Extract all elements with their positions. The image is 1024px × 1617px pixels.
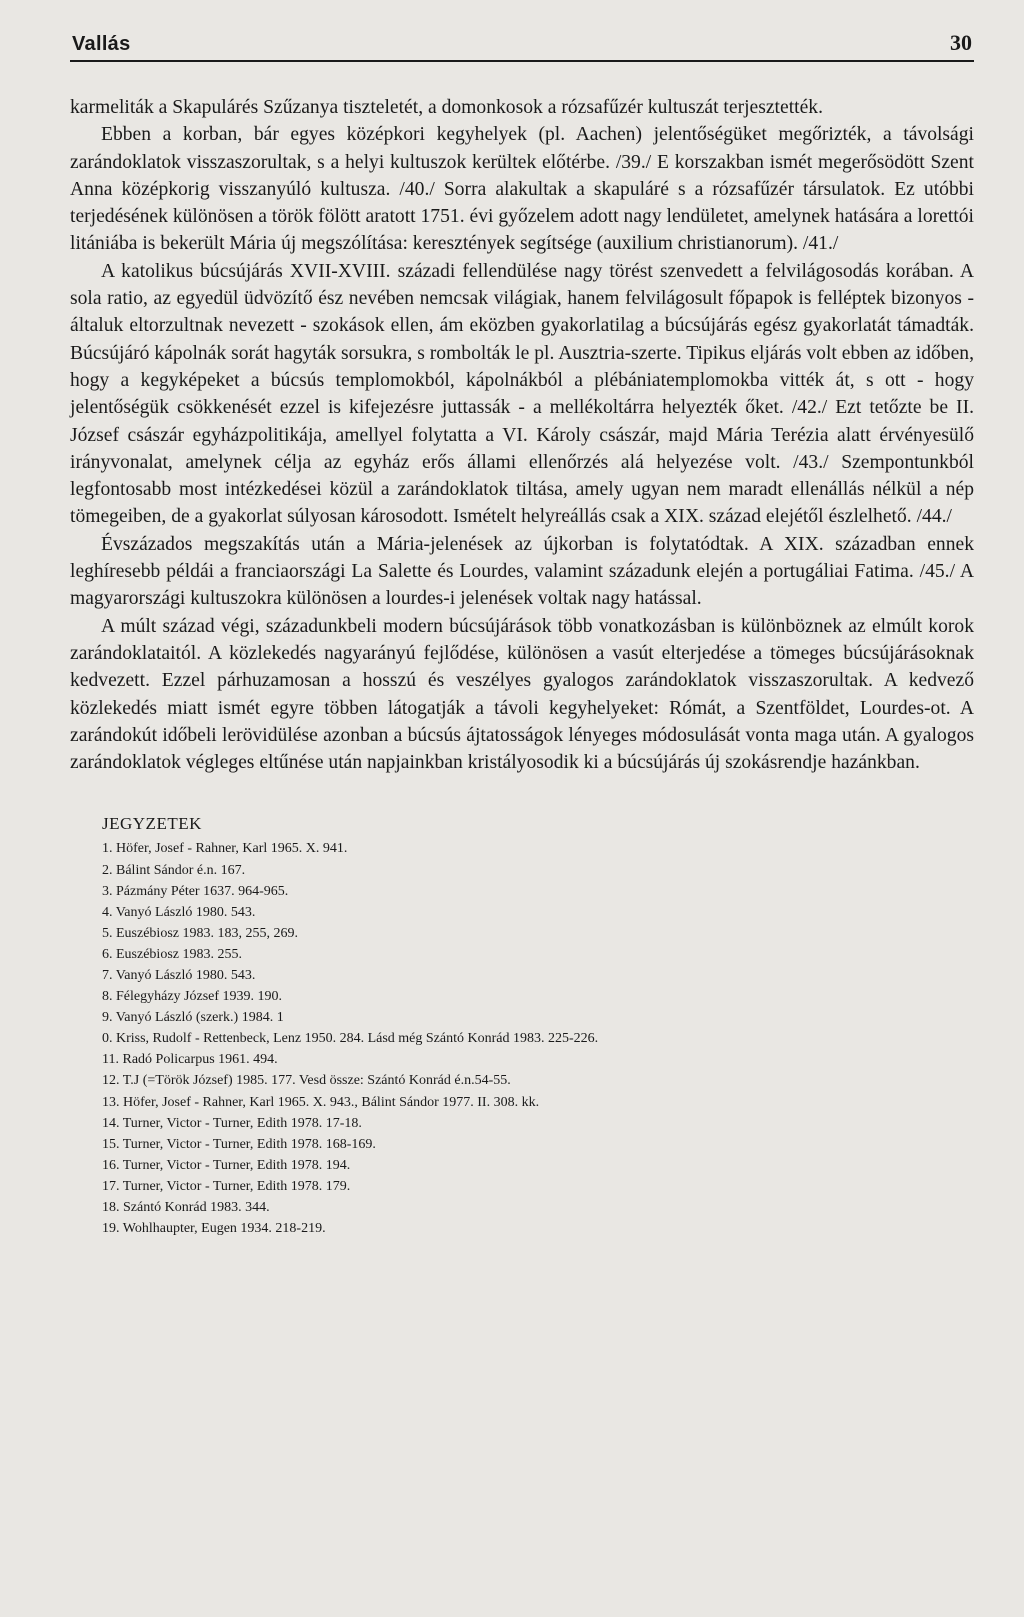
notes-title: JEGYZETEK	[102, 814, 202, 834]
note-item: 19. Wohlhaupter, Eugen 1934. 218-219.	[102, 1221, 326, 1237]
note-item: 5. Euszébiosz 1983. 183, 255, 269.	[102, 925, 298, 941]
section-title: Vallás	[72, 33, 131, 55]
note-item: 3. Pázmány Péter 1637. 964-965.	[102, 883, 289, 899]
note-item: 6. Euszébiosz 1983. 255.	[102, 946, 242, 962]
paragraph: Ebben a korban, bár egyes középkori kegyhelyek (pl. Aachen) jelentőségüket megőrizték, a távolsági zarándoklatok visszaszorultak, s a helyi kultuszok kerültek előtérbe. /39./ E korszakban ismét megerősödött Szent Anna középkorig visszanyúló kultusza. /40./ Sorra alakultak a skapuláré s a rózsafűzér társulatok. Ez utóbbi terjedésének különösen a török fölött aratott 1751. évi győzelem adott nagy lendületet, amelynek hatására a lorettói litániába is bekerült Mária új megszólítása: keresztények segítsége (auxilium christianorum). /41./	[70, 124, 974, 255]
note-item: 11. Radó Policarpus 1961. 494.	[102, 1052, 278, 1068]
running-header	[70, 30, 974, 62]
paragraph: A múlt század végi, századunkbeli modern búcsújárások több vonatkozásban is különböznek az elmúlt korok zarándoklataitól. A közlekedés nagyarányú fejlődése, különösen a vasút elterjedése a tömeges búcsújárásoknak kedvezett. Ezzel párhuzamosan a hosszú és veszélyes gyalogos zarándoklatok visszaszorultak. A kedvező közlekedés miatt ismét egyre többen látogatják a távoli kegyhelyeket: Rómát, a Szentföldet, Lourdes-ot. A zarándokút időbeli lerövidülése azonban a búcsús ájtatosságok lényeges módosulását vonta maga után. A gyalogos zarándoklatok végleges eltűnése után napjainkban kristályosodik ki a búcsújárás új szokásrendje hazánkban.	[70, 615, 974, 774]
note-item: 12. T.J (=Török József) 1985. 177. Vesd össze: Szántó Konrád é.n.54-55.	[102, 1073, 511, 1089]
note-item: 8. Félegyházy József 1939. 190.	[102, 989, 283, 1005]
note-item: 1. Höfer, Josef - Rahner, Karl 1965. X. 941.	[102, 841, 348, 857]
note-item: 13. Höfer, Josef - Rahner, Karl 1965. X. 943., Bálint Sándor 1977. II. 308. kk.	[102, 1094, 540, 1110]
note-item: 7. Vanyó László 1980. 543.	[102, 967, 256, 983]
body-text	[70, 94, 974, 776]
paragraph: karmeliták a Skapulárés Szűzanya tiszteletét, a domonkosok a rózsafűzér kultuszát terjesztették.	[70, 97, 823, 118]
note-item: 15. Turner, Victor - Turner, Edith 1978. 168-169.	[102, 1136, 376, 1152]
note-item: 0. Kriss, Rudolf - Rettenbeck, Lenz 1950. 284. Lásd még Szántó Konrád 1983. 225-226.	[102, 1031, 599, 1047]
paragraph: A katolikus búcsújárás XVII-XVIII. századi fellendülése nagy törést szenvedett a felvilágosodás korában. A sola ratio, az egyedül üdvözítő ész nevében nemcsak világiak, hanem felvilágosult főpapok is felléptek bizonyos - általuk eltorzultnak nevezett - szokások ellen, ám eközben gyakorlatilag a búcsújárás egész gyakorlatát támadták. Búcsújáró kápolnák sorát hagyták sorsukra, s rombolták le pl. Ausztria-szerte. Tipikus eljárás volt ebben az időben, hogy a kegyképeket a búcsús templomokból, kápolnákból a plébániatemplomokba vitték át, s ott - hogy jelentőségük csökkenését ezzel is kifejezésre juttassák - a mellékoltárra helyezték őket. /42./ Ezt tetőzte be II. József császár egyházpolitikája, amellyel folytatta a VI. Károly császár, majd Mária Terézia alatt érvényesülő irányvonalat, amelynek célja az egyház erős állami ellenőrzés alá helyezése volt. /43./ Szempontunkból legfontosabb most intézkedései közül a zarándoklatok tiltása, amely ugyan nem maradt ellenállás nélkül a nép tömegeiben, de a gyakorlat súlyosan károsodott. Ismételt helyreállás csak a XIX. század elejétől észlelhető. /44./	[70, 260, 974, 528]
note-item: 9. Vanyó László (szerk.) 1984. 1	[102, 1010, 284, 1026]
notes-section	[70, 814, 974, 1239]
note-item: 18. Szántó Konrád 1983. 344.	[102, 1200, 270, 1216]
note-item: 2. Bálint Sándor é.n. 167.	[102, 862, 246, 878]
notes-list	[102, 838, 974, 1239]
note-item: 16. Turner, Victor - Turner, Edith 1978. 194.	[102, 1157, 351, 1173]
paragraph: Évszázados megszakítás után a Mária-jelenések az újkorban is folytatódtak. A XIX. században ennek leghíresebb példái a franciaországi La Salette és Lourdes, valamint századunk elején a portugáliai Fatima. /45./ A magyarországi kultuszokra különösen a lourdes-i jelenések voltak nagy hatással.	[70, 533, 974, 610]
page-number: 30	[950, 30, 972, 55]
note-item: 14. Turner, Victor - Turner, Edith 1978. 17-18.	[102, 1115, 362, 1131]
document-page	[70, 30, 974, 1239]
note-item: 4. Vanyó László 1980. 543.	[102, 904, 256, 920]
note-item: 17. Turner, Victor - Turner, Edith 1978. 179.	[102, 1178, 351, 1194]
